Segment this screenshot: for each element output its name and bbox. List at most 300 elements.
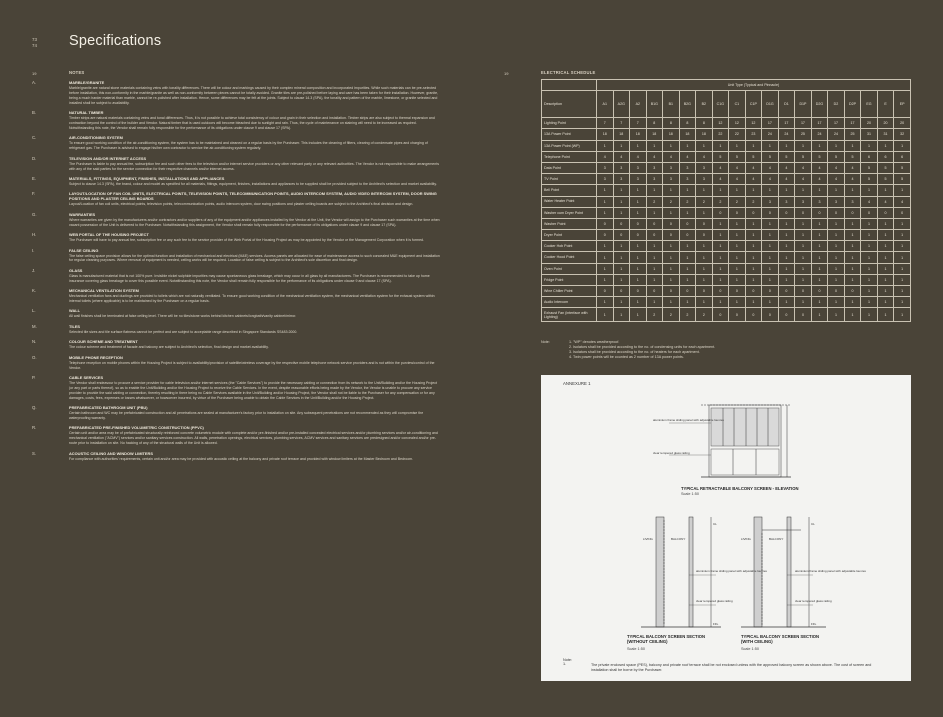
table-cell: 1 (630, 140, 647, 151)
table-cell: 1 (679, 274, 696, 285)
page-number-left: 73 (32, 37, 38, 42)
page-numbers (32, 37, 37, 48)
note-item (32, 308, 442, 319)
table-cell: 1 (745, 218, 762, 229)
table-cell: 3 (646, 174, 663, 185)
table-cell: 0 (729, 286, 746, 297)
column-header: D1P (795, 91, 812, 118)
table-cell: 1 (696, 252, 713, 263)
page-number-right: 74 (32, 42, 38, 48)
table-cell: 1 (712, 185, 729, 196)
table-cell: 0 (712, 286, 729, 297)
table-cell: 3 (762, 196, 779, 207)
table-cell: 5 (828, 151, 845, 162)
note-letter: N. (32, 339, 37, 345)
table-cell: 1 (597, 185, 614, 196)
table-cell: 1 (828, 274, 845, 285)
note-text: The Purchaser is liable to pay annual fee, subscription fee and such other fees to the television and/or internet service providers or any other relevant party or any relevant authorities. The Vendor is not responsible to make arrangements with any of the said parties for the service connection for their respective channels and/or internet access. (69, 161, 440, 171)
table-cell: 0 (762, 308, 779, 322)
row-label: Exhaust Fan (interface with Lighting) (542, 308, 597, 322)
row-label: Fridge Point (542, 274, 597, 285)
table-cell: 1 (729, 252, 746, 263)
table-cell: 0 (828, 207, 845, 218)
table-cell: 0 (663, 218, 680, 229)
table-cell: 1 (696, 207, 713, 218)
table-cell: 0 (778, 207, 795, 218)
note-item (32, 248, 442, 264)
table-cell: 1 (828, 252, 845, 263)
note-title: WEB PORTAL OF THE HOUSING PROJECT (69, 232, 149, 238)
table-cell: 4 (828, 174, 845, 185)
table-cell: 1 (696, 140, 713, 151)
table-cell: 1 (828, 218, 845, 229)
table-cell: 6 (877, 151, 894, 162)
note-letter: H. (32, 232, 37, 238)
table-cell: 0 (663, 230, 680, 241)
row-label: Telephone Point (542, 151, 597, 162)
section1-wall-right (689, 517, 693, 627)
note-text: To ensure good working condition of the air-conditioning system, the system has to be maintained and cleaned on a regular basis by the Purchaser. This includes the cleaning of filters, clearing of condensate pipes and charging of refrigerant gas. The Purchaser is advised to engage his/her own contractor to service the air-conditioning system regularly. (69, 141, 428, 151)
column-header: C1P (745, 91, 762, 118)
table-cell: 24 (828, 129, 845, 140)
table-cell: 1 (679, 185, 696, 196)
note-letter: C. (32, 135, 37, 141)
section1-wall-left (656, 517, 664, 627)
table-cell: 5 (894, 174, 911, 185)
annexure-title: ANNEXURE 1 (563, 381, 591, 386)
note-body (69, 405, 442, 421)
elevation-caption: TYPICAL RETRACTABLE BALCONY SCREEN - ELEVATION (681, 486, 799, 491)
notes-list (32, 80, 442, 466)
table-cell: 1 (894, 230, 911, 241)
table-row (542, 196, 911, 207)
table-cell: 1 (630, 196, 647, 207)
note-title: LAYOUT/LOCATION OF FAN COIL UNITS, ELECTRICAL POINTS, TELEVISION POINTS, TELECOMMUNICATION POINTS, AUDIO INTERCOM SYSTEM, AUDIO VIDEO INTERCOM SYSTEM, DOOR SWING POSITIONS AND PLASTER CEILING BOARDS (69, 191, 437, 202)
table-cell: 0 (630, 286, 647, 297)
table-cell: 1 (597, 263, 614, 274)
annexure-panel (541, 375, 911, 681)
table-cell: 2 (663, 196, 680, 207)
table-row (542, 174, 911, 185)
note-text: Mechanical ventilation fans and ductings are provided to toilets which are not naturally ventilated. To ensure good working condition of the mechanical ventilation system, the mechanical ventilation system for the exhaust system within internal toilets (where applicable) is to be maintained by the Purchaser on a regular basis. (69, 294, 435, 304)
table-cell: 2 (663, 308, 680, 322)
balcony-screen-drawings (541, 375, 911, 681)
table-cell: 8 (646, 118, 663, 129)
electrical-note-item: 3. Isolators shall be provided according to the no. of heaters for each apartment. (569, 350, 700, 354)
table-cell: 4 (762, 162, 779, 173)
note-letter: I. (32, 247, 35, 253)
table-cell: 1 (663, 274, 680, 285)
note-text: All wall finishes shall be terminated at false ceiling level. There will be no tiles/stone works behind kitchen cabinets/longbath/vanity cabinet/mirror. (69, 314, 297, 319)
table-cell: 3 (778, 196, 795, 207)
note-letter: L. (32, 308, 36, 314)
note-title: WARRANTIES (69, 211, 96, 217)
note-body (69, 212, 442, 228)
table-cell: 2 (679, 196, 696, 207)
column-header: A1 (597, 91, 614, 118)
table-cell: 31 (861, 129, 878, 140)
table-cell: 0 (696, 218, 713, 229)
note-title: TELEVISION AND/OR INTERNET ACCESS (69, 155, 147, 161)
note-text: Selected tile sizes and tile surface flatness cannot be perfect and are subject to acceptable range described in Singapore Standards SS483:2000. (69, 329, 298, 334)
table-cell: 0 (745, 308, 762, 322)
table-cell: 4 (811, 162, 828, 173)
table-cell: 1 (762, 230, 779, 241)
table-cell: 7 (630, 118, 647, 129)
table-cell: 3 (811, 196, 828, 207)
note-body (69, 425, 442, 446)
column-header: D2G (811, 91, 828, 118)
table-cell: 4 (877, 196, 894, 207)
table-cell: 1 (745, 252, 762, 263)
table-cell: 4 (745, 162, 762, 173)
note-letter: J. (32, 267, 36, 273)
column-header: C1G (712, 91, 729, 118)
row-label: Oven Point (542, 263, 597, 274)
table-cell: 5 (762, 151, 779, 162)
table-row (542, 274, 911, 285)
row-label: Water Heater Point (542, 196, 597, 207)
table-cell: 1 (795, 252, 812, 263)
section1-label-cl: CL (713, 522, 717, 526)
row-label: TV Point (542, 174, 597, 185)
table-cell: 1 (844, 308, 861, 322)
note-letter: P. (32, 374, 36, 380)
table-cell: 4 (712, 174, 729, 185)
table-cell: 0 (811, 286, 828, 297)
table-cell: 25 (844, 129, 861, 140)
table-cell: 1 (778, 140, 795, 151)
table-cell: 1 (795, 218, 812, 229)
notes-section-number: 19 (32, 71, 37, 76)
table-cell: 1 (613, 308, 630, 322)
table-cell: 1 (861, 140, 878, 151)
louvre-panel (711, 408, 779, 446)
section2-wall-right (787, 517, 791, 627)
table-cell: 4 (679, 151, 696, 162)
note-title: TILES (69, 323, 81, 329)
table-cell: 1 (696, 241, 713, 252)
table-cell: 0 (745, 207, 762, 218)
table-cell: 18 (663, 129, 680, 140)
table-cell: 1 (597, 140, 614, 151)
row-label: Data Point (542, 162, 597, 173)
note-title: CABLE SERVICES (69, 374, 104, 380)
note-body (69, 375, 442, 401)
note-item (32, 324, 442, 335)
column-header: D1 (778, 91, 795, 118)
elevation-label-glass: clear tempered glass railing (653, 451, 690, 455)
table-cell: 1 (729, 241, 746, 252)
table-cell: 1 (844, 252, 861, 263)
column-header: E (877, 91, 894, 118)
note-body (69, 176, 442, 187)
table-cell: 18 (679, 129, 696, 140)
table-cell: 4 (844, 162, 861, 173)
note-text: For compliance with authorities' requirements, certain unit and/or area may be provided with acoustic ceiling at the balcony and private roof terrace and provided with window limiters at the Master Bedroom and Bedroom. (69, 456, 414, 461)
table-cell: 12 (745, 118, 762, 129)
table-cell: 0 (844, 286, 861, 297)
table-cell: 1 (729, 218, 746, 229)
table-cell: 1 (646, 263, 663, 274)
note-title: COLOUR SCHEME AND TREATMENT (69, 339, 138, 345)
note-item (32, 191, 442, 207)
column-header: B1G (646, 91, 663, 118)
table-cell: 1 (861, 274, 878, 285)
table-cell: 1 (811, 274, 828, 285)
table-cell: 31 (877, 129, 894, 140)
note-item (32, 425, 442, 446)
table-cell: 1 (762, 252, 779, 263)
note-title: PREFABRICATED PRE-FINISHED VOLUMETRIC CONSTRUCTION (PPVC) (69, 425, 204, 431)
column-header: A2 (630, 91, 647, 118)
note-title: MATERIALS, FITTINGS, EQUIPMENT, FINISHES, INSTALLATIONS AND APPLIANCES (69, 175, 225, 181)
table-cell: 1 (729, 297, 746, 308)
table-cell: 1 (877, 286, 894, 297)
table-cell: 0 (894, 207, 911, 218)
table-cell: 18 (597, 129, 614, 140)
table-cell: 17 (762, 118, 779, 129)
table-cell: 1 (894, 274, 911, 285)
table-cell: 1 (811, 252, 828, 263)
table-cell: 1 (844, 274, 861, 285)
table-cell: 1 (663, 207, 680, 218)
section1-label-living: LIVING (643, 537, 653, 541)
table-cell: 1 (894, 263, 911, 274)
table-cell: 3 (679, 174, 696, 185)
table-cell: 0 (795, 308, 812, 322)
table-cell: 1 (828, 297, 845, 308)
table-cell: 4 (762, 174, 779, 185)
note-letter: M. (32, 323, 37, 329)
row-label: Washer Point (542, 218, 597, 229)
table-cell: 17 (795, 118, 812, 129)
note-letter: F. (32, 191, 36, 197)
table-cell: 0 (613, 286, 630, 297)
table-cell: 0 (712, 308, 729, 322)
table-cell: 4 (795, 162, 812, 173)
table-cell: 1 (745, 263, 762, 274)
annexure-note-text: The private enclosed space (PES), balcony and private roof terrace shall be not enclosed unless with the approved balcony screen as shown above. The cost of screen and installation shall be borne by the Purchaser. (591, 663, 872, 672)
table-cell: 6 (861, 151, 878, 162)
table-cell: 1 (877, 252, 894, 263)
table-cell: 1 (679, 252, 696, 263)
note-letter: A. (32, 80, 37, 85)
table-cell: 1 (630, 185, 647, 196)
table-cell: 0 (630, 230, 647, 241)
table-corner (542, 80, 597, 91)
table-cell: 0 (630, 218, 647, 229)
table-cell: 1 (745, 274, 762, 285)
column-header: B2 (696, 91, 713, 118)
note-letter: Q. (32, 405, 37, 411)
table-cell: 1 (811, 263, 828, 274)
table-cell: 1 (613, 185, 630, 196)
section2-label-living: LIVING (741, 537, 751, 541)
table-cell: 1 (630, 308, 647, 322)
table-cell: 1 (844, 230, 861, 241)
table-cell: 1 (762, 263, 779, 274)
note-body (69, 339, 442, 350)
table-cell: 1 (844, 297, 861, 308)
table-cell: 1 (877, 230, 894, 241)
table-cell: 3 (597, 174, 614, 185)
table-cell: 3 (828, 196, 845, 207)
note-body (69, 324, 442, 335)
column-header: EG (861, 91, 878, 118)
table-cell: 4 (646, 151, 663, 162)
table-cell: 1 (630, 263, 647, 274)
table-cell: 3 (696, 174, 713, 185)
note-letter: B. (32, 110, 37, 116)
note-item (32, 355, 442, 371)
table-cell: 1 (646, 185, 663, 196)
table-cell: 1 (646, 140, 663, 151)
table-cell: 0 (663, 286, 680, 297)
note-body (69, 110, 442, 131)
table-cell: 1 (778, 185, 795, 196)
electrical-schedule-table (541, 79, 911, 322)
table-cell: 1 (828, 230, 845, 241)
table-cell: 1 (778, 230, 795, 241)
column-header: D2P (844, 91, 861, 118)
table-cell: 1 (811, 241, 828, 252)
note-text: Subject to clause 14.3 (SPA), the brand, colour and model as specified for all materials, fittings, equipment, finishes, installations and appliances to be supplied shall be provided subject to the Architect's selection and market availability. (69, 181, 437, 186)
table-row (542, 162, 911, 173)
table-cell: 1 (861, 297, 878, 308)
note-title: MOBILE PHONE RECEPTION (69, 354, 123, 360)
table-cell: 4 (696, 151, 713, 162)
note-body (69, 308, 442, 319)
table-cell: 1 (630, 207, 647, 218)
table-cell: 1 (762, 241, 779, 252)
table-cell: 22 (729, 129, 746, 140)
table-cell: 1 (646, 297, 663, 308)
table-cell: 1 (679, 140, 696, 151)
table-cell: 3 (663, 174, 680, 185)
table-cell: 0 (646, 230, 663, 241)
table-cell: 1 (712, 252, 729, 263)
table-cell: 1 (877, 263, 894, 274)
table-cell: 0 (679, 218, 696, 229)
table-row (542, 252, 911, 263)
note-title: FALSE CEILING (69, 247, 99, 253)
table-cell: 8 (663, 118, 680, 129)
table-cell: 2 (712, 196, 729, 207)
note-text: Telephone reception on mobile phones within the Housing Project is subject to availability/provision of satellite/wireless coverage by the respective mobile telephone network service providers and is not within the purview/control of the Vendor. (69, 360, 435, 370)
table-cell: 1 (630, 297, 647, 308)
note-letter: K. (32, 288, 37, 294)
table-cell: 1 (646, 207, 663, 218)
table-cell: 0 (679, 286, 696, 297)
table-cell: 0 (679, 230, 696, 241)
table-cell: 1 (762, 140, 779, 151)
note-text: The colour scheme and treatment of facade and balcony are subject to Architect's selection, final design and market availability. (69, 345, 269, 350)
table-cell: 1 (663, 241, 680, 252)
table-cell: 1 (811, 140, 828, 151)
table-cell: 1 (745, 185, 762, 196)
table-cell: 1 (597, 308, 614, 322)
notes-heading: NOTES (69, 70, 85, 75)
table-cell: 0 (795, 207, 812, 218)
table-cell: 5 (745, 151, 762, 162)
table-cell: 1 (844, 218, 861, 229)
table-cell: 1 (729, 263, 746, 274)
section2-label-frame: aluminium frame sliding panel with adjustable louvres (795, 569, 866, 573)
table-cell: 1 (712, 140, 729, 151)
note-text: The false ceiling space provision allows for the optimal function and installation of mechanical and electrical (M&E) services. Access panels are allocated for ease of maintenance access to such concealed M&E equipment and installation for regular cleaning purposes. Where removal of equipment is needed, ceiling works will be required. Location of false ceiling is subject to the Architect's sole discretion and final design. (69, 253, 440, 263)
table-cell: 1 (861, 286, 878, 297)
table-cell: 1 (795, 297, 812, 308)
table-cell: 4 (630, 151, 647, 162)
table-cell: 4 (613, 151, 630, 162)
table-cell: 1 (778, 274, 795, 285)
note-body (69, 268, 442, 284)
table-cell: 1 (712, 274, 729, 285)
row-label: Lighting Point (542, 118, 597, 129)
row-label: 13A Power Point (WP) (542, 140, 597, 151)
table-cell: 1 (745, 241, 762, 252)
table-cell: 1 (762, 185, 779, 196)
section1-label-frame: aluminium frame sliding panel with adjustable louvres (696, 569, 767, 573)
table-cell: 1 (696, 263, 713, 274)
electrical-heading: ELECTRICAL SCHEDULE (541, 70, 596, 75)
table-cell: 1 (597, 196, 614, 207)
table-cell: 7 (597, 118, 614, 129)
table-cell: 1 (745, 230, 762, 241)
section2-label-cl: CL (811, 522, 815, 526)
table-row (542, 140, 911, 151)
table-cell: 6 (894, 151, 911, 162)
table-cell: 1 (828, 140, 845, 151)
table-cell: 0 (696, 230, 713, 241)
table-row (542, 263, 911, 274)
note-item (32, 405, 442, 421)
table-cell: 1 (861, 185, 878, 196)
table-cell: 20 (894, 118, 911, 129)
note-text: Certain bathroom and WC may be prefabricated construction and all penetrations are sealed at manufacturer's factory prior to installation on site. Any subsequent penetrations are not recommended as they will compromise the waterproofing warranty. (69, 411, 424, 420)
table-cell: 1 (778, 297, 795, 308)
table-cell: 1 (811, 230, 828, 241)
table-cell: 3 (613, 162, 630, 173)
table-row (542, 241, 911, 252)
section1-scale: Scale 1:50 (627, 647, 645, 651)
table-cell: 1 (877, 274, 894, 285)
table-cell: 1 (679, 263, 696, 274)
table-cell: 3 (663, 162, 680, 173)
table-cell: 0 (696, 286, 713, 297)
table-cell: 0 (762, 207, 779, 218)
elevation-scale: Scale 1:50 (681, 492, 699, 496)
table-row (542, 230, 911, 241)
table-cell: 1 (646, 252, 663, 263)
table-cell: 0 (877, 207, 894, 218)
electrical-notes (541, 340, 911, 360)
table-cell: 12 (712, 118, 729, 129)
row-label: Wine Chiller Point (542, 286, 597, 297)
table-cell: 1 (729, 230, 746, 241)
table-cell: 1 (613, 207, 630, 218)
note-text: Marble/granite are natural stone materials containing veins with tonality differences. There will be colour and markings caused by their complex mineral composition and incorporated impurities. While such materials can be pre-selected before installation, this non-conformity in the marble/granite as well as non-conformity between pieces cannot be totally avoided. Granite tiles are pre-polished before laying and care has been taken for their installation. However, granite, being a much harder material than marble, cannot be re-polished after installation. Hence, some differences may be felt at the joints. Subject to clause 14.3 (SPA), the tonality and pattern of the marble, limestone, or granite selected and installed shall be subject to availability. (69, 86, 439, 105)
page-title: Specifications (69, 33, 162, 49)
row-label: Bell Point (542, 185, 597, 196)
table-cell: 1 (861, 252, 878, 263)
table-cell: 1 (894, 241, 911, 252)
table-cell: 18 (696, 129, 713, 140)
elevation-drawing (669, 405, 791, 477)
table-cell: 3 (795, 196, 812, 207)
table-cell: 4 (844, 174, 861, 185)
